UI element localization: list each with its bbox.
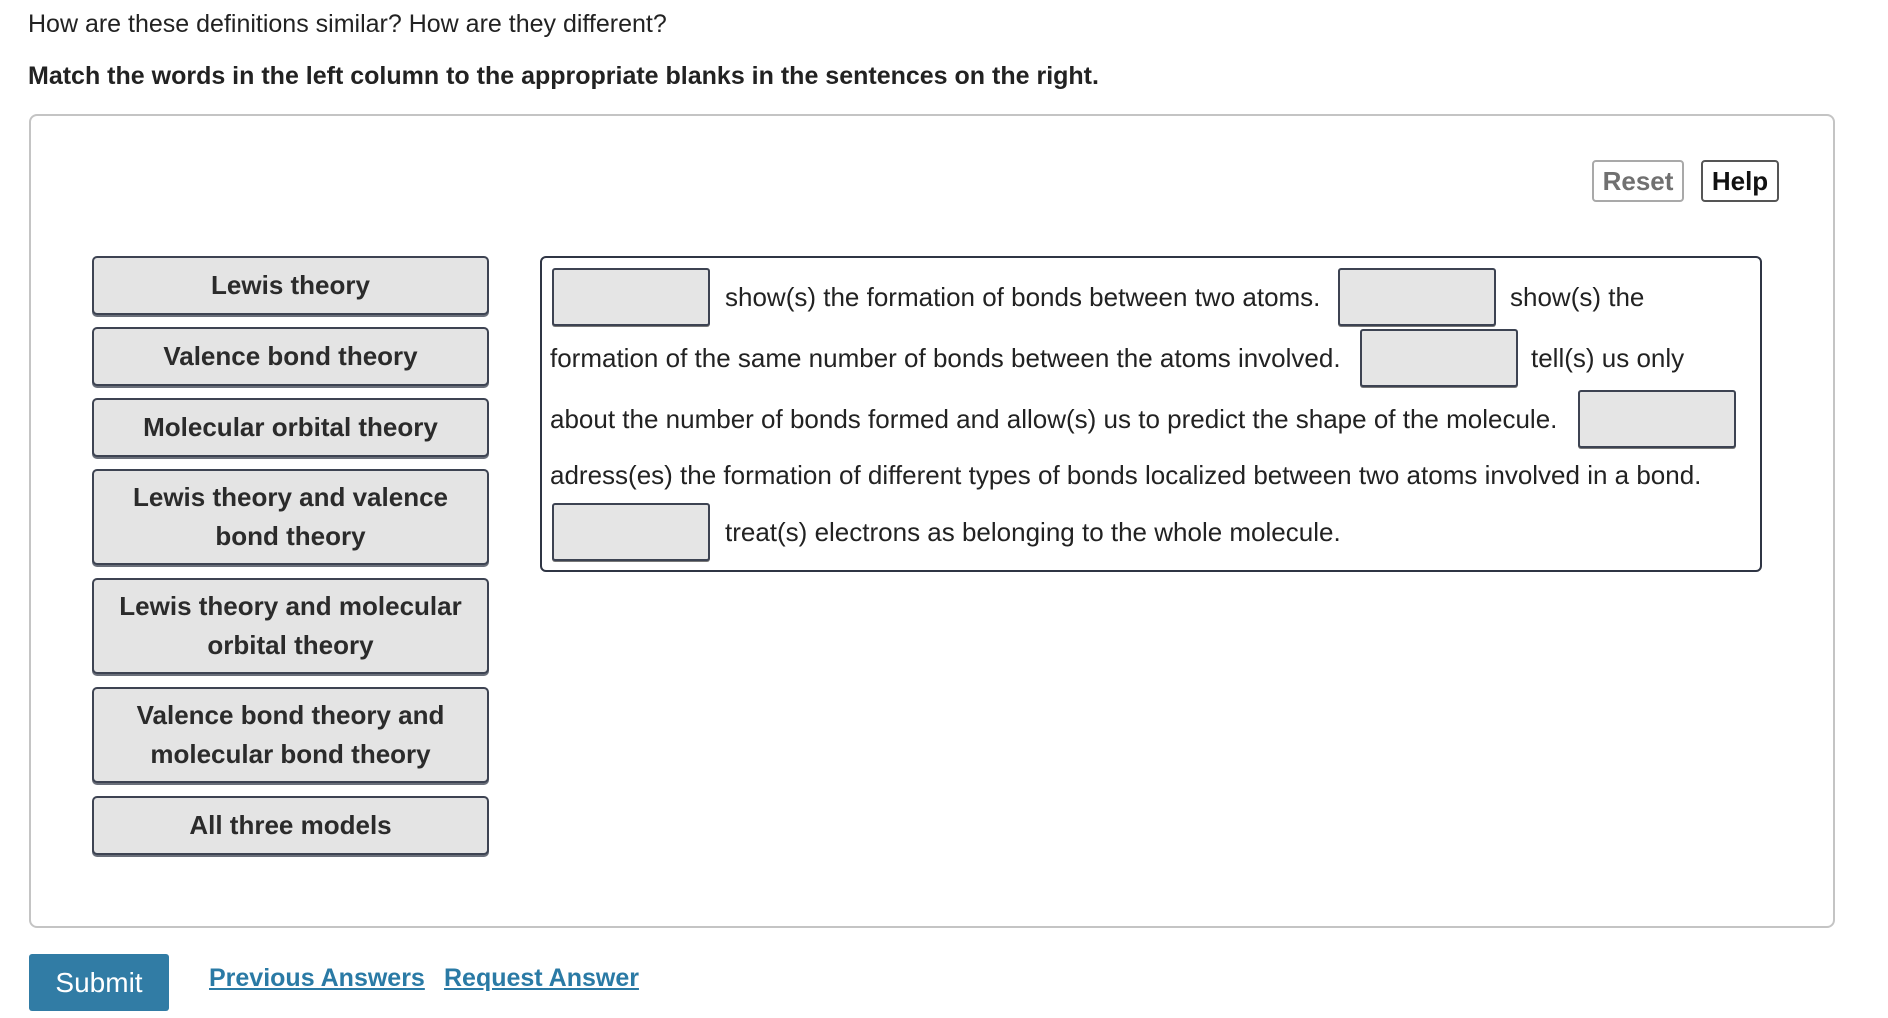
reset-button[interactable]: Reset — [1592, 160, 1684, 202]
question-text: How are these definitions similar? How are they different? — [28, 10, 667, 38]
request-answer-link[interactable]: Request Answer — [444, 964, 639, 992]
blank-1[interactable] — [552, 268, 710, 326]
sentence-2-end-text: formation of the same number of bonds between the atoms involved. — [550, 343, 1341, 373]
sentence-3-start-text: tell(s) us only — [1531, 343, 1685, 373]
instruction-text: Match the words in the left column to the appropriate blanks in the sentences on the right. — [28, 62, 1099, 90]
blank-4[interactable] — [1578, 390, 1736, 448]
help-button[interactable]: Help — [1701, 160, 1779, 202]
sentence-5-text: treat(s) electrons as belonging to the whole molecule. — [725, 517, 1341, 547]
previous-answers-link[interactable]: Previous Answers — [209, 964, 425, 992]
sentence-2-start-text: show(s) the — [1510, 282, 1645, 312]
token-lewis-and-molecular-orbital[interactable]: Lewis theory and molecular orbital theory — [92, 578, 489, 674]
blank-5[interactable] — [552, 503, 710, 561]
blank-2[interactable] — [1338, 268, 1496, 326]
token-lewis-theory[interactable]: Lewis theory — [92, 256, 489, 315]
token-valence-and-molecular-bond[interactable]: Valence bond theory and molecular bond theory — [92, 687, 489, 783]
sentence-3-end-text: about the number of bonds formed and allow(s) us to predict the shape of the molecule. — [550, 404, 1558, 434]
token-all-three-models[interactable]: All three models — [92, 796, 489, 855]
token-molecular-orbital-theory[interactable]: Molecular orbital theory — [92, 398, 489, 457]
submit-button[interactable]: Submit — [29, 954, 169, 1011]
blank-3[interactable] — [1360, 329, 1518, 387]
sentence-4-text: adress(es) the formation of different types of bonds localized between two atoms involved in a bond. — [550, 460, 1702, 490]
sentence-1-text: show(s) the formation of bonds between two atoms. — [725, 282, 1321, 312]
sentence-area — [540, 256, 1762, 572]
token-valence-bond-theory[interactable]: Valence bond theory — [92, 327, 489, 386]
token-lewis-and-valence-bond[interactable]: Lewis theory and valence bond theory — [92, 469, 489, 565]
